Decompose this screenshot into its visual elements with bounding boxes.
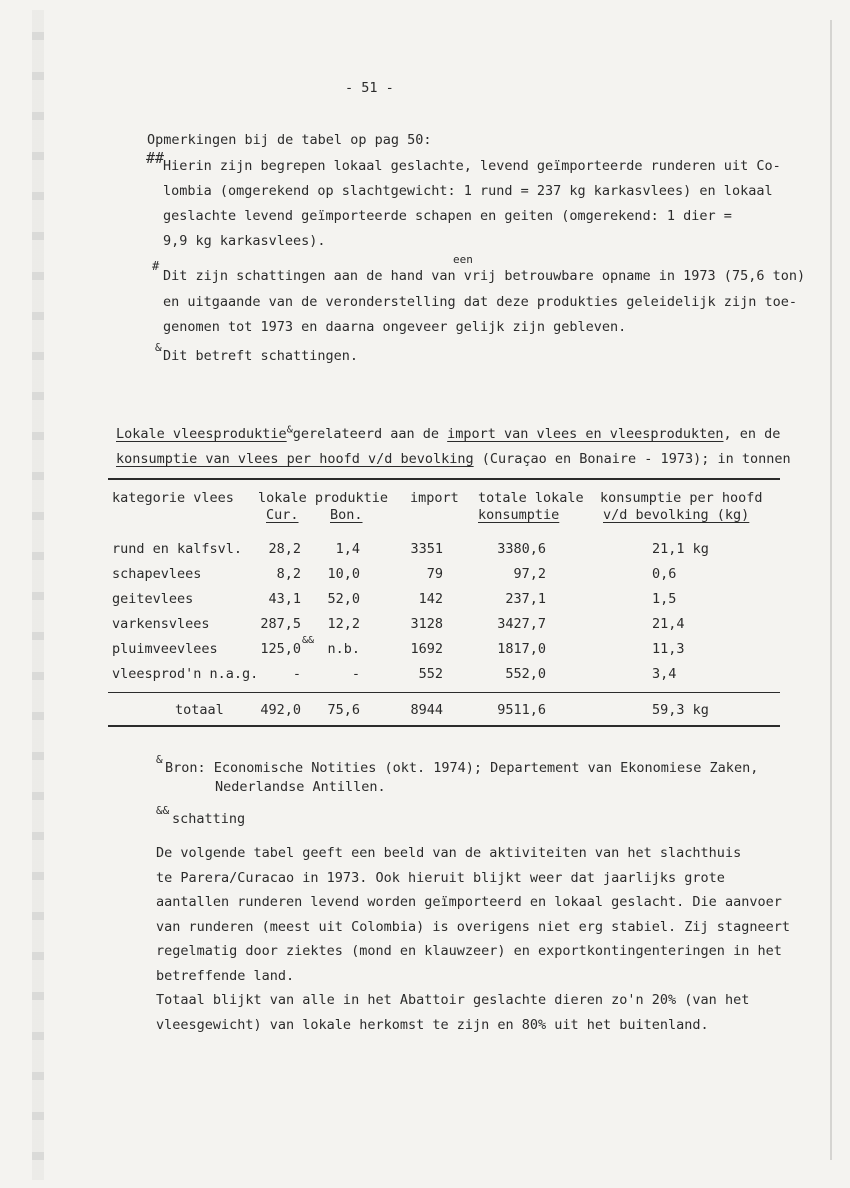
row-cur: 125,0 — [260, 641, 301, 657]
row-cur: - — [292, 666, 301, 682]
table-title-line2 — [116, 451, 791, 467]
paragraph-line: vleesgewicht) van lokale herkomst te zijn en 80% uit het buitenland. — [156, 1016, 709, 1033]
note2-line3: genomen tot 1973 en daarna ongeveer gelijk zijn gebleven. — [163, 319, 627, 335]
row-import: 1692 — [410, 641, 443, 657]
title-consumption: konsumptie van vlees per hoofd v/d bevolking — [116, 451, 474, 467]
header-local-production: lokale produktie — [258, 490, 389, 506]
row-per-head: 21,1 kg — [652, 541, 709, 557]
table-total-rule-top — [108, 692, 780, 693]
paragraph-line: betreffende land. — [156, 967, 295, 984]
title-region: (Curaçao en Bonaire - 1973); in tonnen — [473, 451, 791, 467]
paragraph-line: De volgende tabel geeft een beeld van de aktiviteiten van het slachthuis — [156, 845, 742, 861]
note1-line2: lombia (omgerekend op slachtgewicht: 1 rund = 237 kg karkasvlees) en lokaal — [163, 183, 773, 199]
row-per-head: 0,6 — [652, 566, 677, 582]
header-cur: Cur. — [266, 507, 299, 523]
total-cat: totaal — [175, 702, 224, 718]
row-total: 552,0 — [505, 666, 546, 682]
row-cat: rund en kalfsvl. — [112, 541, 243, 557]
note3-text: Dit betreft schattingen. — [163, 348, 359, 364]
row-bon: n.b. — [327, 641, 360, 657]
title-marker: & — [286, 424, 293, 436]
note1-marker: ## — [146, 149, 165, 167]
row-import: 142 — [418, 591, 443, 607]
paragraph-line: aantallen runderen levend worden geïmporteerd en lokaal geslacht. Die aanvoer — [156, 894, 782, 910]
paragraph-line: Totaal blijkt van alle in het Abattoir geslachte dieren zo'n 20% (van het — [156, 992, 750, 1008]
note1-line4: 9,9 kg karkasvlees). — [163, 233, 326, 249]
row-import: 79 — [426, 566, 443, 582]
row-cat: geitevlees — [112, 591, 194, 607]
total-per-head: 59,3 kg — [652, 702, 709, 718]
binding-holes — [32, 10, 44, 1180]
header-import: import — [410, 490, 459, 506]
header-total-bottom: konsumptie — [478, 507, 560, 523]
row-import: 3128 — [410, 616, 443, 632]
note3-marker: & — [155, 341, 162, 354]
table-bottom-rule — [108, 725, 780, 727]
page-number: - 51 - — [345, 80, 394, 96]
source-marker: & — [156, 753, 163, 766]
row-bon: 10,0 — [327, 566, 360, 582]
paragraph-line: van runderen (meest uit Colombia) is overigens niet erg stabiel. Zij stagneert — [156, 918, 790, 935]
row-cur: 43,1 — [268, 591, 301, 607]
estimate-marker: && — [156, 804, 170, 817]
row-bon: 1,4 — [335, 541, 360, 557]
note2-superscript: een — [453, 253, 473, 266]
row-per-head: 21,4 — [652, 616, 685, 632]
paragraph-line: te Parera/Curacao in 1973. Ook hieruit blijkt weer dat jaarlijks grote — [156, 869, 725, 886]
row-bon: 52,0 — [327, 591, 360, 607]
row-total: 1817,0 — [497, 641, 546, 657]
note1-line1: Hierin zijn begrepen lokaal geslachte, levend geïmporteerde runderen uit Co- — [163, 158, 781, 174]
row-per-head: 1,5 — [652, 591, 677, 607]
row-cur: 287,5 — [260, 616, 301, 632]
total-cur: 492,0 — [260, 702, 301, 718]
row-per-head: 11,3 — [652, 641, 685, 657]
title-import: import van vlees en vleesprodukten — [447, 426, 724, 442]
table-top-rule — [108, 478, 780, 480]
source-line1: Bron: Economische Notities (okt. 1974); Departement van Ekonomiese Zaken, — [165, 760, 759, 776]
row-cur: 8,2 — [276, 566, 301, 582]
estimate-text: schatting — [172, 811, 246, 827]
row-import: 3351 — [410, 541, 443, 557]
row-bon: 12,2 — [327, 616, 360, 632]
notes-heading: Opmerkingen bij de tabel op pag 50: — [147, 132, 432, 148]
row-import: 552 — [418, 666, 443, 682]
total-import: 8944 — [410, 702, 443, 718]
title-tail: , en de — [723, 426, 781, 442]
row-total: 97,2 — [513, 566, 546, 582]
row-cur-marker: && — [302, 635, 315, 646]
title-local-production: Lokale vleesproduktie — [116, 426, 287, 442]
row-cat: pluimveevlees — [112, 641, 218, 657]
header-per-head-top: konsumptie per hoofd — [600, 490, 763, 506]
row-total: 3427,7 — [497, 616, 546, 632]
paragraph-line: regelmatig door ziektes (mond en klauwzeer) en exportkontingenteringen in het — [156, 943, 782, 959]
note2-marker: # — [152, 259, 160, 273]
note2-line2: en uitgaande van de veronderstelling dat deze produkties geleidelijk zijn toe- — [163, 294, 797, 310]
header-bon: Bon. — [330, 507, 363, 523]
total-total: 9511,6 — [497, 702, 546, 718]
row-cur: 28,2 — [268, 541, 301, 557]
title-related: gerelateerd aan de — [292, 426, 448, 442]
total-bon: 75,6 — [327, 702, 360, 718]
row-per-head: 3,4 — [652, 666, 677, 682]
header-category: kategorie vlees — [112, 490, 234, 506]
row-bon: - — [351, 666, 360, 682]
note2-line1: Dit zijn schattingen aan de hand van vrij betrouwbare opname in 1973 (75,6 ton) — [163, 268, 806, 284]
table-title-line1 — [116, 426, 780, 442]
header-per-head-bottom: v/d bevolking (kg) — [603, 507, 750, 523]
row-cat: varkensvlees — [112, 616, 210, 632]
row-cat: schapevlees — [112, 566, 202, 582]
page-edge — [830, 20, 832, 1160]
row-total: 237,1 — [505, 591, 546, 607]
source-line2: Nederlandse Antillen. — [215, 779, 386, 795]
row-cat: vleesprod'n n.a.g. — [112, 666, 259, 682]
row-total: 3380,6 — [497, 541, 546, 557]
header-total-top: totale lokale — [478, 490, 584, 506]
note1-line3: geslachte levend geïmporteerde schapen en geiten (omgerekend: 1 dier = — [163, 208, 732, 224]
